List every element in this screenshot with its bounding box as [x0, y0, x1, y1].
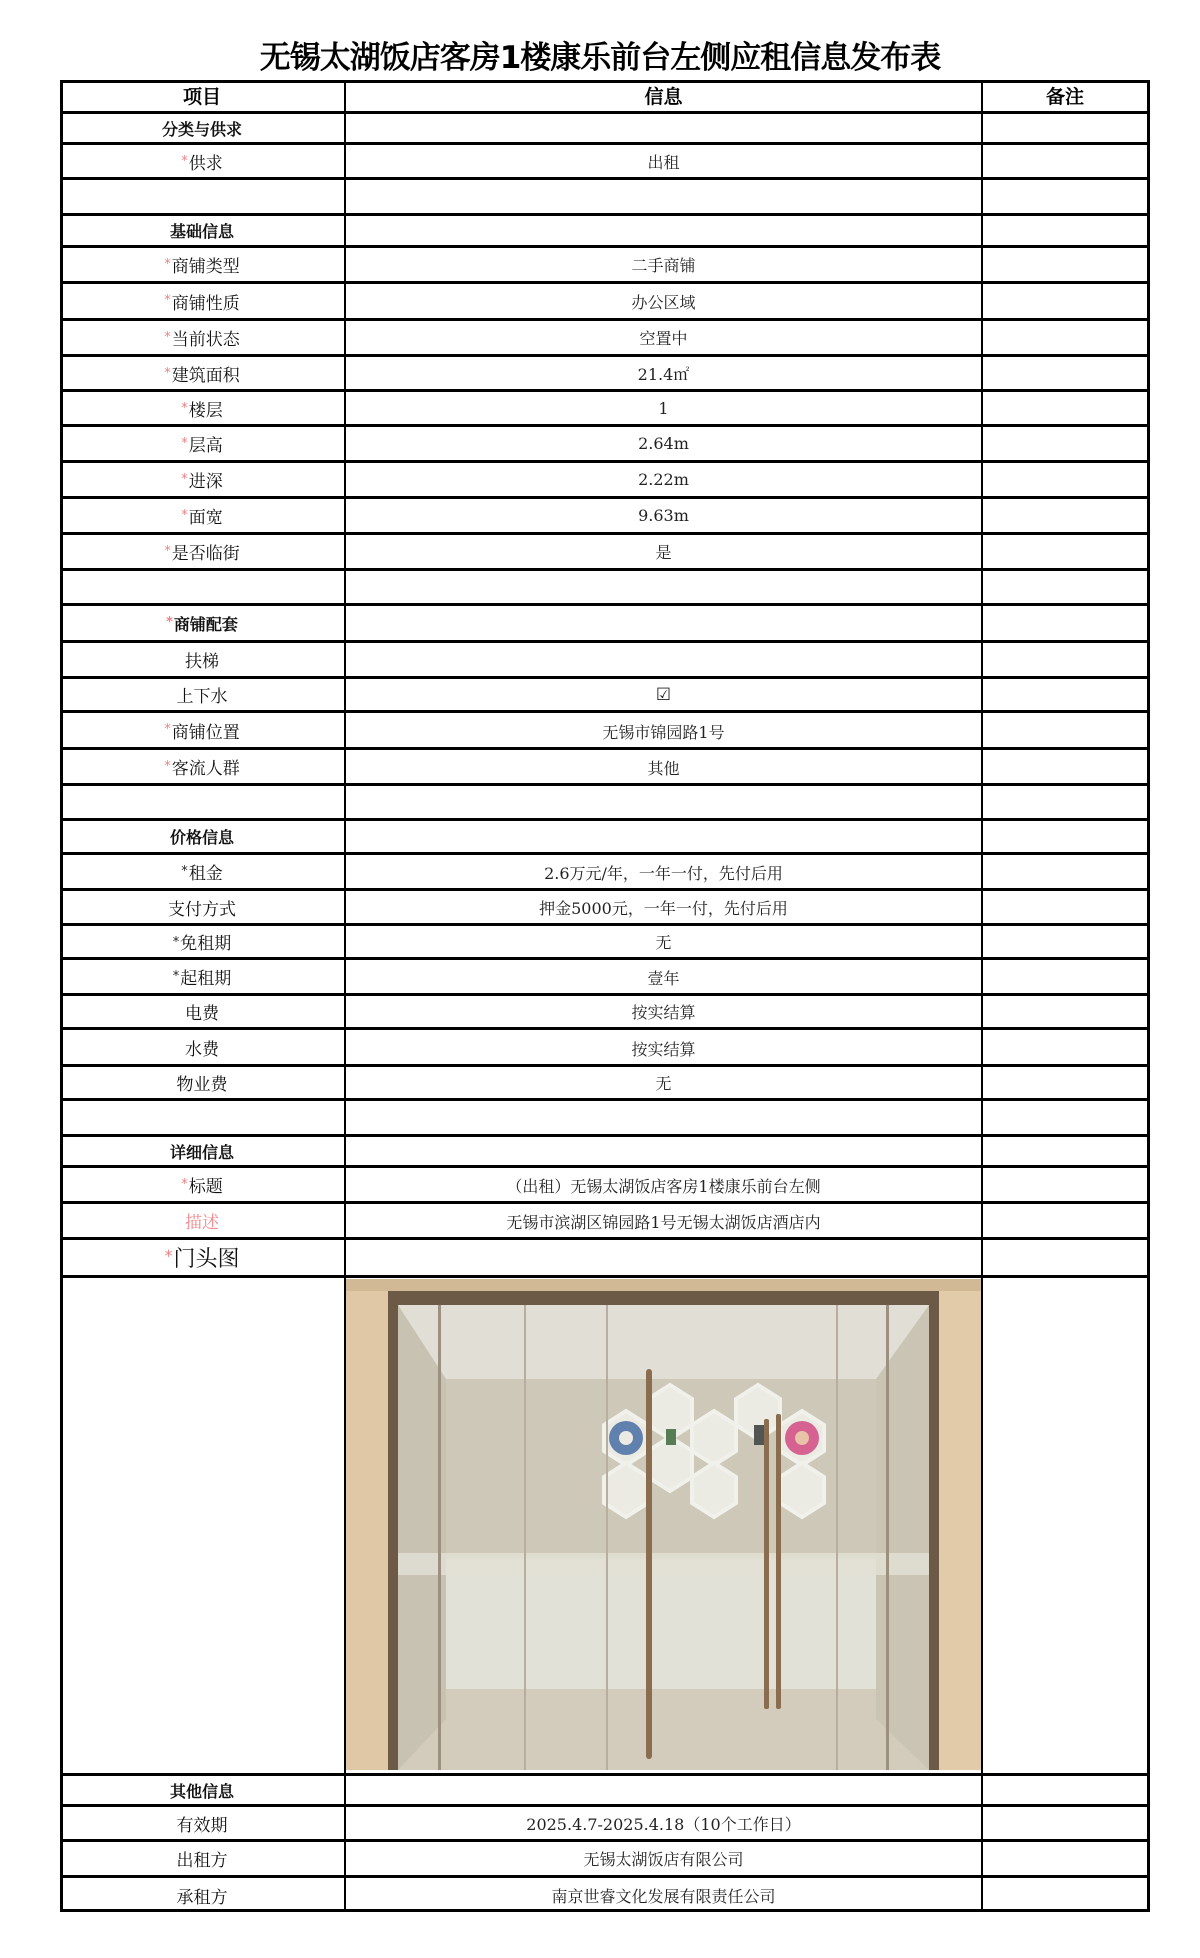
- row-note: [983, 427, 1147, 460]
- row-label: 其他信息: [169, 1781, 234, 1801]
- row-label-cell: [60, 1168, 344, 1201]
- row-label: 楼层: [188, 400, 223, 421]
- row-label: 分类与供求: [161, 119, 242, 139]
- row-value: 无锡市锦园路1号: [602, 723, 725, 742]
- column-header-item: 项目: [182, 86, 221, 108]
- required-star: *: [164, 722, 171, 737]
- table-row-supply-demand: [60, 142, 1150, 177]
- row-value: [346, 216, 981, 245]
- row-label-cell: [60, 248, 344, 281]
- row-value: 2025.4.7-2025.4.18（10个工作日）: [526, 1814, 801, 1834]
- table-row-empty: [60, 568, 1150, 603]
- table-row-customer-flow: [60, 747, 1150, 783]
- row-value: 1: [658, 398, 669, 418]
- section-row-other-info: [60, 1773, 1150, 1804]
- table-row-validity-period: [60, 1804, 1150, 1839]
- required-star: *: [164, 330, 171, 345]
- row-value: 无锡市滨湖区锦园路1号无锡太湖饭店酒店内: [506, 1213, 821, 1232]
- table-row-water-supply: [60, 676, 1150, 710]
- row-label: 进深: [188, 472, 223, 492]
- table-row-lessor: [60, 1839, 1150, 1875]
- row-label: [60, 786, 344, 818]
- row-note: [983, 606, 1147, 640]
- row-label: 商铺配套: [173, 614, 238, 634]
- row-label: 详细信息: [169, 1142, 234, 1162]
- row-label: 商铺性质: [171, 293, 240, 314]
- row-value: [346, 786, 981, 818]
- row-value: （出租）无锡太湖饭店客房1楼康乐前台左侧: [506, 1177, 821, 1196]
- required-star: *: [166, 615, 173, 630]
- row-label: 建筑面积: [171, 365, 240, 386]
- required-star: *: [181, 864, 188, 879]
- row-value: 押金5000元，一年一付，先付后用: [539, 899, 788, 918]
- row-value: 是: [655, 543, 672, 562]
- row-value: 2.64m: [638, 434, 689, 453]
- column-header-info: 信息: [644, 86, 683, 108]
- table-row-storefront-image-label: [60, 1237, 1150, 1275]
- table-row-description: [60, 1201, 1150, 1237]
- section-row-category: [60, 111, 1150, 142]
- row-value: 9.63m: [638, 506, 689, 525]
- row-label: 水费: [185, 1039, 219, 1060]
- row-note: [983, 679, 1147, 710]
- row-label: 上下水: [176, 687, 228, 707]
- row-value: 按实结算: [631, 1040, 696, 1059]
- row-label-cell: [60, 392, 344, 424]
- row-label: 基础信息: [169, 222, 234, 241]
- row-label: 当前状态: [171, 330, 240, 350]
- row-label-cell: [60, 357, 344, 389]
- page-title: 无锡太湖饭店客房1楼康乐前台左侧应租信息发布表: [259, 40, 941, 76]
- table-row-property-fee: [60, 1064, 1150, 1098]
- row-label-cell: [60, 606, 344, 640]
- table-row-lessee: [60, 1875, 1150, 1912]
- row-value: [346, 1776, 981, 1804]
- row-label: 是否临街: [171, 544, 240, 564]
- table-row-floor-area: [60, 354, 1150, 389]
- row-label: 出租方: [176, 1851, 228, 1871]
- row-label: 标题: [188, 1177, 223, 1197]
- row-label-cell: [60, 713, 344, 747]
- row-note: [983, 750, 1147, 783]
- table-row-listing-title: [60, 1165, 1150, 1201]
- row-value: 21.4㎡: [637, 364, 690, 384]
- row-value: 2.6万元/年，一年一付，先付后用: [544, 864, 783, 883]
- row-note: [983, 1067, 1147, 1098]
- table-row-rent-free-period: [60, 923, 1150, 957]
- row-note: [983, 499, 1147, 532]
- row-label: [60, 180, 344, 213]
- row-label-cell: [60, 499, 344, 532]
- row-note: [983, 145, 1147, 177]
- row-value: [346, 180, 981, 213]
- required-star: *: [181, 508, 188, 523]
- table-row-empty: [60, 177, 1150, 213]
- row-label-cell: [60, 1240, 344, 1275]
- row-value: 南京世睿文化发展有限责任公司: [551, 1886, 776, 1906]
- row-label: 供求: [188, 153, 223, 174]
- table-row-lease-start-period: [60, 957, 1150, 993]
- glass-door-illustration: [346, 1279, 981, 1770]
- table-row-location: [60, 710, 1150, 747]
- row-note: [983, 114, 1147, 142]
- table-row-current-status: [60, 318, 1150, 354]
- row-label: 门头图: [173, 1247, 240, 1272]
- section-row-facilities: [60, 603, 1150, 640]
- row-note: [983, 571, 1147, 603]
- table-row-floor: [60, 389, 1150, 424]
- required-star: *: [181, 436, 188, 451]
- row-value: [346, 606, 981, 640]
- row-value: [346, 1101, 981, 1134]
- row-note: [983, 1101, 1147, 1134]
- table-row-empty: [60, 1098, 1150, 1134]
- row-label: 描述: [185, 1213, 219, 1233]
- row-label-cell: [60, 960, 344, 993]
- row-label: 层高: [188, 436, 223, 456]
- table-row-shop-type: [60, 245, 1150, 281]
- table-row-floor-height: [60, 424, 1150, 460]
- row-label: 免租期: [180, 934, 232, 954]
- row-note: [983, 786, 1147, 818]
- section-row-details: [60, 1134, 1150, 1165]
- row-label: 扶梯: [185, 652, 219, 672]
- row-label: 商铺位置: [171, 722, 240, 743]
- required-star: *: [181, 154, 188, 169]
- required-star: *: [181, 472, 188, 487]
- row-note: [983, 1776, 1147, 1804]
- row-label-cell: [60, 284, 344, 318]
- row-note: [983, 1278, 1147, 1773]
- checkbox-checked-icon[interactable]: ☑: [655, 684, 672, 705]
- row-note: [983, 1807, 1147, 1839]
- row-label: 支付方式: [168, 899, 236, 920]
- required-star: *: [181, 1177, 188, 1192]
- row-note: [983, 463, 1147, 496]
- row-note: [983, 643, 1147, 676]
- row-label-cell: [60, 535, 344, 568]
- row-value: [346, 1240, 981, 1275]
- row-note: [983, 535, 1147, 568]
- required-star: *: [164, 1246, 173, 1265]
- table-row-shop-nature: [60, 281, 1150, 318]
- required-star: *: [181, 401, 188, 416]
- row-value: 二手商铺: [631, 256, 696, 275]
- row-note: [983, 1842, 1147, 1875]
- row-label-cell: [60, 750, 344, 783]
- row-note: [983, 960, 1147, 993]
- table-row-depth: [60, 460, 1150, 496]
- row-value: 2.22m: [638, 470, 689, 489]
- row-label-cell: [60, 321, 344, 354]
- row-value: 无: [655, 1074, 672, 1093]
- required-star: *: [172, 969, 180, 984]
- table-row-electricity-fee: [60, 993, 1150, 1027]
- row-label: [60, 1278, 344, 1773]
- row-label: 承租方: [176, 1887, 228, 1908]
- row-label: 客流人群: [171, 759, 240, 779]
- row-note: [983, 1168, 1147, 1201]
- row-note: [983, 1204, 1147, 1237]
- required-star: *: [172, 935, 180, 950]
- row-label-cell: [60, 145, 344, 177]
- row-value: [346, 821, 981, 852]
- row-note: [983, 180, 1147, 213]
- column-header-note: 备注: [1045, 86, 1084, 108]
- row-value: 无锡太湖饭店有限公司: [583, 1850, 744, 1869]
- row-label-cell: [60, 855, 344, 888]
- table-row-empty: [60, 783, 1150, 818]
- required-star: *: [164, 293, 171, 308]
- row-value: 按实结算: [631, 1003, 696, 1022]
- row-label: 有效期: [176, 1815, 228, 1836]
- storefront-photo: [346, 1279, 981, 1770]
- table-row-frontage: [60, 496, 1150, 532]
- table-row-street-facing: [60, 532, 1150, 568]
- row-value: 其他: [647, 759, 680, 778]
- row-value: [346, 571, 981, 603]
- row-note: [983, 216, 1147, 245]
- row-label: 电费: [185, 1004, 219, 1024]
- row-note: [983, 1240, 1147, 1275]
- row-note: [983, 392, 1147, 424]
- row-label: [60, 1101, 344, 1134]
- row-value: [346, 114, 981, 142]
- row-label-cell: [60, 926, 344, 957]
- row-value: 壹年: [647, 969, 680, 988]
- table-row-payment-method: [60, 888, 1150, 923]
- row-note: [983, 996, 1147, 1027]
- table-row-rent: [60, 852, 1150, 888]
- row-label: 物业费: [176, 1075, 228, 1095]
- row-value: 空置中: [639, 329, 688, 348]
- row-label: 面宽: [188, 508, 223, 528]
- required-star: *: [164, 759, 171, 774]
- row-value: [346, 643, 981, 676]
- row-note: [983, 1137, 1147, 1165]
- row-note: [983, 1878, 1147, 1912]
- table-row-escalator: [60, 640, 1150, 676]
- row-value: 出租: [647, 152, 680, 172]
- row-label: 租金: [188, 864, 223, 884]
- row-note: [983, 855, 1147, 888]
- row-value: [346, 1137, 981, 1165]
- row-note: [983, 321, 1147, 354]
- table-header: [60, 80, 1150, 111]
- row-note: [983, 284, 1147, 318]
- row-label: [60, 571, 344, 603]
- row-value: 无: [655, 933, 672, 952]
- row-note: [983, 821, 1147, 852]
- row-note: [983, 357, 1147, 389]
- row-label-cell: [60, 463, 344, 496]
- section-row-basic-info: [60, 213, 1150, 245]
- required-star: *: [164, 257, 171, 272]
- row-label-cell: [60, 427, 344, 460]
- row-note: [983, 891, 1147, 923]
- row-note: [983, 1030, 1147, 1064]
- section-row-price-info: [60, 818, 1150, 852]
- row-label: 起租期: [180, 969, 232, 989]
- row-note: [983, 248, 1147, 281]
- table-row-water-fee: [60, 1027, 1150, 1064]
- required-star: *: [164, 366, 171, 381]
- row-value: 办公区域: [631, 292, 696, 312]
- row-label: 价格信息: [169, 828, 234, 847]
- row-note: [983, 713, 1147, 747]
- row-label: 商铺类型: [171, 257, 240, 277]
- row-note: [983, 926, 1147, 957]
- required-star: *: [164, 544, 171, 559]
